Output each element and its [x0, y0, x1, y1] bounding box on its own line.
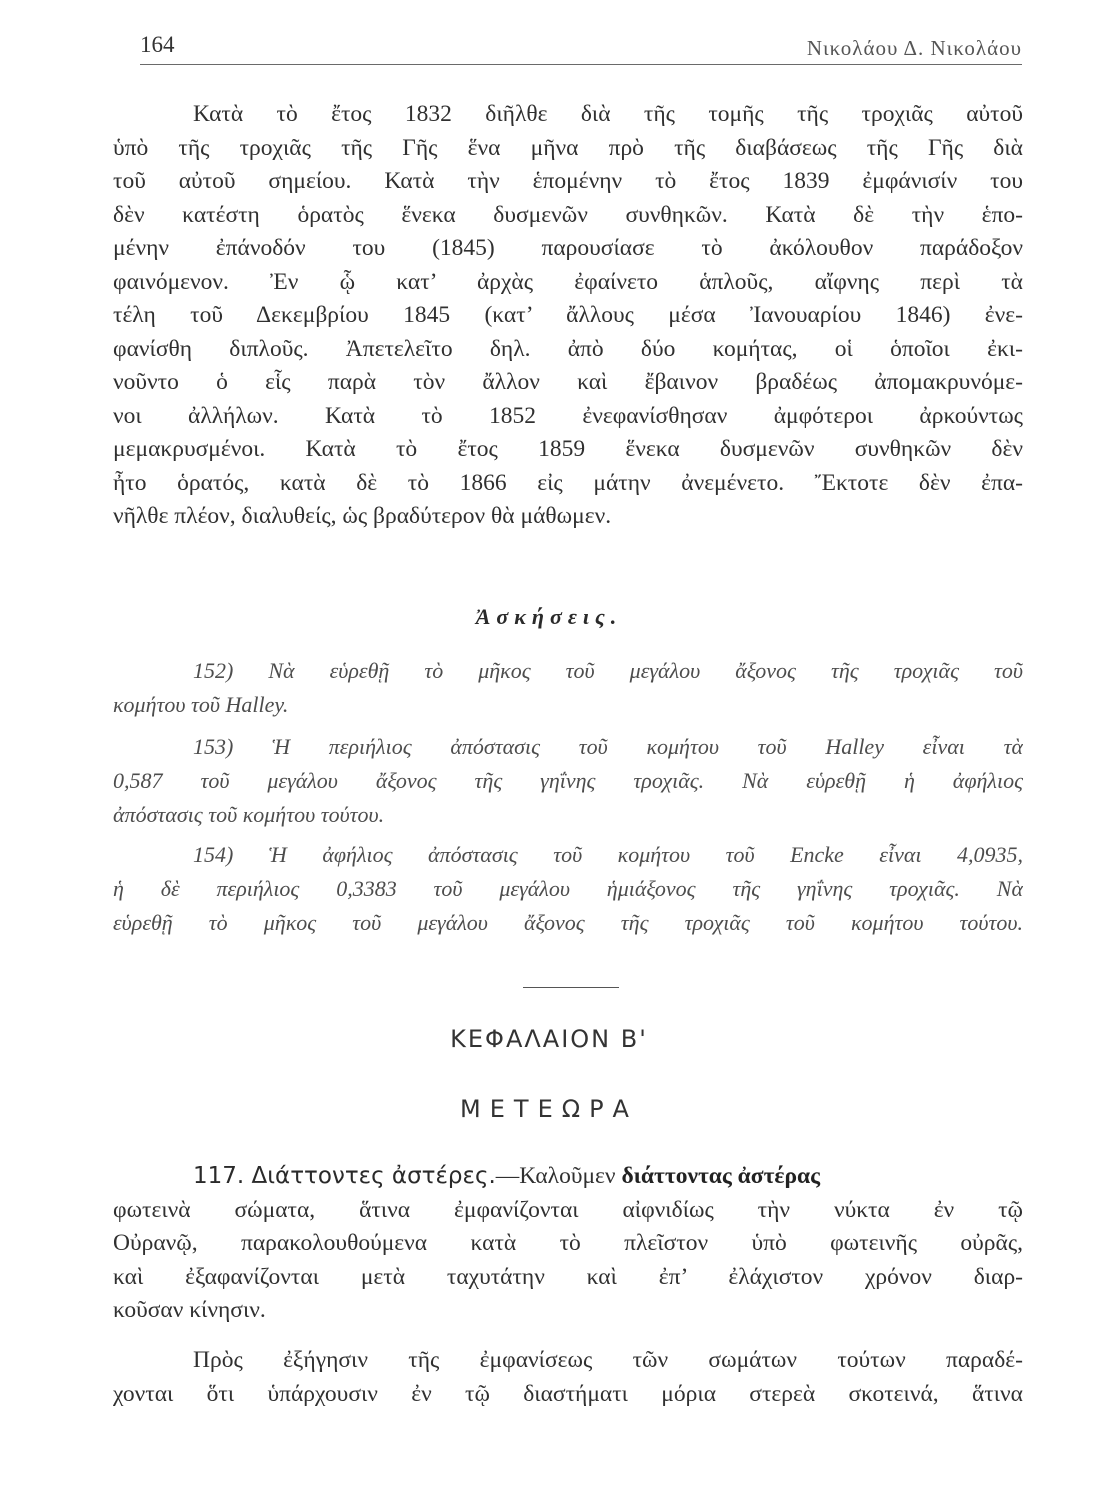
text-line: νοι ἀλλήλων. Κατὰ τὸ 1852 ἐνεφανίσθησαν ἀμφότεροι ἀρκούντως — [113, 402, 1023, 429]
text-line: 152) Νὰ εὑρεθῇ τὸ μῆκος τοῦ μεγάλου ἄξονος τῆς τροχιᾶς τοῦ — [193, 658, 1023, 683]
text-line: ἀπόστασις τοῦ κομήτου τούτου. — [113, 802, 385, 827]
text-line: μεμακρυσμένοι. Κατὰ τὸ ἔτος 1859 ἕνεκα δυσμενῶν συνθηκῶν δὲν — [113, 436, 1023, 462]
text-line: ἡ δὲ περιήλιος 0,3383 τοῦ μεγάλου ἡμιάξονος τῆς γηΐνης τροχιᾶς. Νὰ — [113, 876, 1023, 901]
text-line: τοῦ αὐτοῦ σημείου. Κατὰ τὴν ἑπομένην τὸ ἔτος 1839 ἐμφάνισίν του — [113, 168, 1023, 194]
text-line: 0,587 τοῦ μεγάλου ἄξονος τῆς γηΐνης τροχιᾶς. Νὰ εὑρεθῇ ἡ ἀφήλιος — [113, 768, 1023, 793]
text-line: κοῦσαν κίνησιν. — [113, 1297, 266, 1323]
section-label: 117. Διάττοντες ἀστέρες. — [193, 1163, 496, 1189]
page-header — [140, 30, 1022, 65]
text-line: νοῦντο ὁ εἷς παρὰ τὸν ἄλλον καὶ ἔβαινον βραδέως ἀπομακρυνόμε- — [113, 369, 1023, 395]
text-line: Κατὰ τὸ ἔτος 1832 διῆλθε διὰ τῆς τομῆς τῆς τροχιᾶς αὐτοῦ — [193, 101, 1023, 127]
text-line: φωτεινὰ σώματα, ἅτινα ἐμφανίζονται αἰφνιδίως τὴν νύκτα ἐν τῷ — [113, 1196, 1023, 1223]
text-line: κομήτου τοῦ Halley. — [113, 692, 289, 717]
section-heading-line — [113, 1160, 1023, 1194]
section-term: διάττοντας ἀστέρας — [621, 1163, 821, 1189]
closing-paragraph — [113, 1344, 1023, 1411]
text-line: Οὐρανῷ, παρακολουθούμενα κατὰ τὸ πλεῖστον ὑπὸ φωτεινῆς οὐρᾶς, — [113, 1230, 1023, 1256]
exercises-heading: Ἀσκήσεις. — [475, 604, 623, 629]
exercise-152 — [113, 654, 1023, 722]
text-line: φαινόμενον. Ἐν ᾧ κατ’ ἀρχὰς ἐφαίνετο ἁπλοῦς, αἴφνης περὶ τὰ — [113, 268, 1023, 295]
exercise-153 — [113, 730, 1023, 832]
text-line: Πρὸς ἐξήγησιν τῆς ἐμφανίσεως τῶν σωμάτων τούτων παραδέ- — [193, 1347, 1023, 1373]
section-117 — [113, 1160, 1023, 1328]
text-line: καὶ ἐξαφανίζονται μετὰ ταχυτάτην καὶ ἐπ’ ἐλάχιστον χρόνον διαρ- — [113, 1263, 1023, 1290]
text-line: ἦτο ὁρατός, κατὰ δὲ τὸ 1866 εἰς μάτην ἀνεμένετο. Ἔκτοτε δὲν ἐπα- — [113, 469, 1023, 496]
text-line: ὑπὸ τῆς τροχιᾶς τῆς Γῆς ἕνα μῆνα πρὸ τῆς διαβάσεως τῆς Γῆς διὰ — [113, 134, 1023, 161]
chapter-title: ΚΕΦΑΛΑΙΟΝ Β' — [450, 1025, 648, 1053]
text-line: δὲν κατέστη ὁρατὸς ἕνεκα δυσμενῶν συνθηκῶν. Κατὰ δὲ τὴν ἑπο- — [113, 201, 1023, 228]
page-number: 164 — [140, 32, 175, 57]
section-divider — [523, 987, 619, 988]
intro-paragraph — [113, 98, 1023, 534]
text-line: μένην ἐπάνοδόν του (1845) παρουσίασε τὸ ἀκόλουθον παράδοξον — [113, 235, 1023, 261]
chapter-subtitle: ΜΕΤΕΩΡΑ — [460, 1095, 638, 1123]
exercise-154 — [113, 838, 1023, 940]
text-line: 153) Ἡ περιήλιος ἀπόστασις τοῦ κομήτου τοῦ Halley εἶναι τὰ — [193, 734, 1023, 759]
section-dash: — — [495, 1163, 520, 1189]
text-line: χονται ὅτι ὑπάρχουσιν ἐν τῷ διαστήματι μόρια στερεὰ σκοτεινά, ἅτινα — [113, 1380, 1023, 1407]
text-line: 154) Ἡ ἀφήλιος ἀπόστασις τοῦ κομήτου τοῦ Encke εἶναι 4,0935, — [193, 842, 1023, 867]
text-line: εὑρεθῇ τὸ μῆκος τοῦ μεγάλου ἄξονος τῆς τροχιᾶς τοῦ κομήτου τούτου. — [113, 910, 1023, 935]
text-line: τέλη τοῦ Δεκεμβρίου 1845 (κατ’ ἄλλους μέσα Ἰανουαρίου 1846) ἐνε- — [113, 302, 1023, 328]
text-line: νῆλθε πλέον, διαλυθείς, ὡς βραδύτερον θὰ μάθωμεν. — [113, 503, 612, 529]
running-head: Νικολάου Δ. Νικολάου — [806, 36, 1022, 60]
text-line: φανίσθη διπλοῦς. Ἀπετελεῖτο δηλ. ἀπὸ δύο κομήτας, οἱ ὁποῖοι ἐκι- — [113, 335, 1023, 362]
section-lead: Καλοῦμεν — [519, 1163, 622, 1189]
